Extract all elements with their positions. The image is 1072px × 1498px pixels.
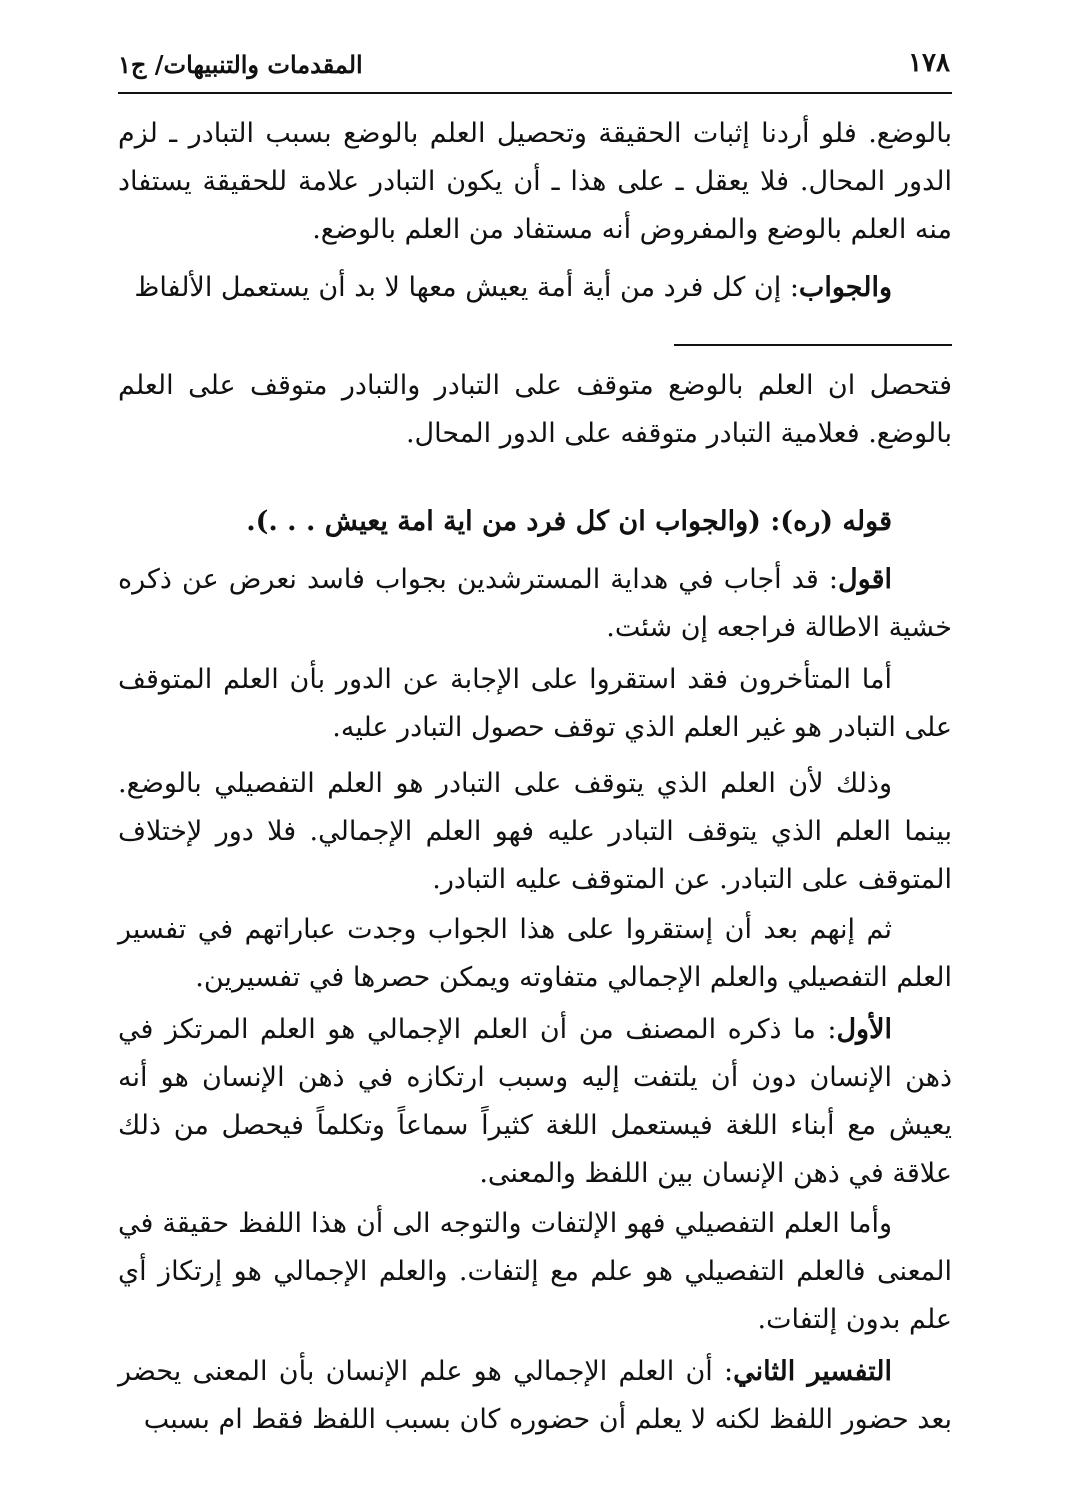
running-title: المقدمات والتنبيهات/ ج١ (118, 50, 363, 79)
commentary-paragraph-3: أما المتأخرون فقد استقروا على الإجابة عن الدور بأن العلم المتوقف على التبادر هو غير العلم الذي توقف حصول التبادر عليه. (118, 664, 952, 743)
commentary-paragraph-4: وذلك لأن العلم الذي يتوقف على التبادر هو العلم التفصيلي بالوضع. بينما العلم الذي يتوقف التبادر عليه فهو العلم الإجمالي. فلا دور لإختلاف المتوقف على التبادر. عن المتوقف عليه التبادر. (118, 768, 952, 895)
main-paragraph-1: بالوضع. فلو أردنا إثبات الحقيقة وتحصيل العلم بالوضع بسبب التبادر ـ لزم الدور المحال. فلا يعقل ـ على هذا ـ أن يكون التبادر علامة للحقيقة يستفاد منه العلم بالوضع والمفروض أنه مستفاد من العلم بالوضع. (118, 118, 952, 245)
first-text: : ما ذكره المصنف من أن العلم الإجمالي هو العلم المرتكز في ذهن الإنسان دون أن يلتفت إليه وسبب ارتكازه في ذهن الإنسان هو أنه يعيش مع أبناء اللغة فيستعمل اللغة كثيراً سماعاً وتكلماً فيحصل من ذلك علاقة في ذهن الإنسان بين اللفظ والمعنى. (118, 1014, 952, 1189)
second-text: : أن العلم الإجمالي هو علم الإنسان بأن المعنى يحضر بعد حضور اللفظ لكنه لا يعلم أن حضوره كان بسبب اللفظ فقط ام بسبب (118, 1356, 952, 1435)
commentary-aqul (118, 556, 952, 652)
quote-text: قوله (ره): (والجواب ان كل فرد من اية امة يعيش . . .). (246, 506, 892, 537)
commentary-first-interpretation (118, 1006, 952, 1198)
footnote-separator (674, 344, 952, 346)
page-number: ١٧٨ (908, 48, 950, 78)
commentary-second-interpretation (118, 1348, 952, 1444)
commentary-quote (118, 498, 952, 546)
second-label: التفسير الثاني (733, 1356, 892, 1387)
commentary-paragraph-6: وأما العلم التفصيلي فهو الإلتفات والتوجه الى أن هذا اللفظ حقيقة في المعنى فالعلم التفصيلي هو علم مع إلتفات. والعلم الإجمالي هو إرتكاز أي علم بدون إلتفات. (118, 1208, 952, 1335)
aqul-label: اقول (838, 564, 892, 595)
answer-text: : إن كل فرد من أية أمة يعيش معها لا بد أن يستعمل الألفاظ (134, 272, 799, 303)
first-label: الأول (836, 1014, 892, 1045)
aqul-text: : قد أجاب في هداية المسترشدين بجواب فاسد نعرض عن ذكره خشية الاطالة فراجعه إن شئت. (118, 564, 952, 643)
page-header (118, 44, 952, 94)
commentary-paragraph-5: ثم إنهم بعد أن إستقروا على هذا الجواب وجدت عباراتهم في تفسير العلم التفصيلي والعلم الإجمالي متفاوته ويمكن حصرها في تفسيرين. (118, 914, 952, 993)
answer-label: والجواب (798, 272, 892, 303)
footnote-paragraph: فتحصل ان العلم بالوضع متوقف على التبادر والتبادر متوقف على العلم بالوضع. فعلامية التبادر متوقفه على الدور المحال. (118, 370, 952, 449)
main-paragraph-answer (118, 264, 952, 312)
